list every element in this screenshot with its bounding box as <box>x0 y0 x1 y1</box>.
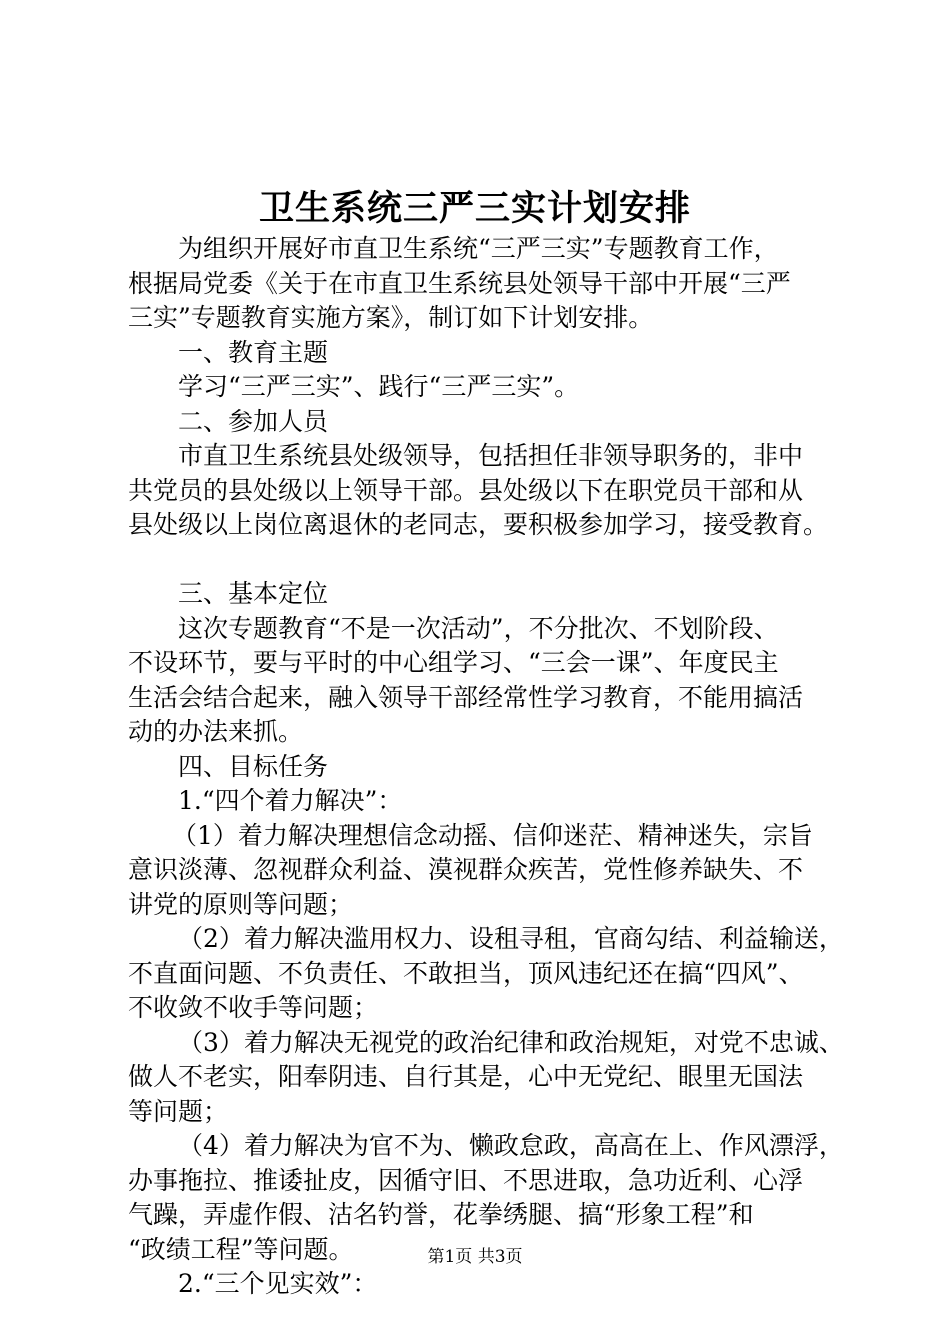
paragraph-line: 不设环节，要与平时的中心组学习、“三会一课”、年度民主 <box>128 648 779 677</box>
list-item-line: 不收敛不收手等问题； <box>128 993 379 1022</box>
list-item-line: 气躁，弄虚作假、沽名钓誉，花拳绣腿、搞“形象工程”和 <box>128 1200 754 1229</box>
section-heading: 二、参加人员 <box>178 406 329 436</box>
document-title: 卫生系统三严三实计划安排 <box>258 188 691 229</box>
paragraph-line: 学习“三严三实”、践行“三严三实”。 <box>178 372 580 401</box>
list-item-line: （3）着力解决无视党的政治纪律和政治规矩，对党不忠诚、 <box>178 1027 844 1057</box>
list-item-line: （1）着力解决理想信念动摇、信仰迷茫、精神迷失，宗旨 <box>172 820 813 850</box>
list-item-line: 不直面问题、不负责任、不敢担当，顶风违纪还在搞“四风”、 <box>128 958 804 988</box>
section-heading: 四、目标任务 <box>178 751 329 781</box>
section-heading: 一、教育主题 <box>178 337 329 367</box>
list-item-line: 意识淡薄、忽视群众利益、漠视群众疾苦，党性修养缺失、不 <box>128 855 804 884</box>
blank-line <box>128 543 858 578</box>
list-item-line: 办事拖拉、推诿扯皮，因循守旧、不思进取，急功近利、心浮 <box>128 1165 804 1195</box>
list-item-line: 做人不老实，阳奉阴违、自行其是，心中无党纪、眼里无国法 <box>128 1062 804 1091</box>
paragraph-line: 生活会结合起来，融入领导干部经常性学习教育，不能用搞活 <box>128 682 804 712</box>
paragraph-line: 市直卫生系统县处级领导，包括担任非领导职务的，非中 <box>178 441 804 470</box>
paragraph-line: 为组织开展好市直卫生系统“三严三实”专题教育工作， <box>178 234 779 263</box>
paragraph-line: 根据局党委《关于在市直卫生系统县处领导干部中开展“三严 <box>128 268 791 298</box>
paragraph-line: 县处级以上岗位离退休的老同志，要积极参加学习，接受教育。 <box>128 510 829 539</box>
section-heading: 三、基本定位 <box>178 579 329 608</box>
paragraph-line: 共党员的县处级以上领导干部。县处级以下在职党员干部和从 <box>128 475 804 505</box>
page-footer: 第1页 共3页 <box>427 1247 523 1267</box>
document-body <box>128 232 858 1302</box>
list-item-line: “政绩工程”等问题。 <box>128 1234 354 1264</box>
paragraph-line: 动的办法来抓。 <box>128 717 304 746</box>
list-item-line: （4）着力解决为官不为、懒政怠政，高高在上、作风漂浮， <box>178 1131 844 1160</box>
list-item-line: （2）着力解决滥用权力、设租寻租，官商勾结、利益输送， <box>178 924 844 953</box>
list-item-line: 讲党的原则等问题； <box>128 889 354 919</box>
paragraph-line: 这次专题教育“不是一次活动”，不分批次、不划阶段、 <box>178 613 779 643</box>
subsection-heading: 2.“三个见实效”： <box>178 1269 378 1298</box>
paragraph-line: 三实”专题教育实施方案》，制订如下计划安排。 <box>128 303 654 332</box>
list-item-line: 等问题； <box>128 1096 229 1126</box>
subsection-heading: 1.“四个着力解决”： <box>178 786 403 815</box>
